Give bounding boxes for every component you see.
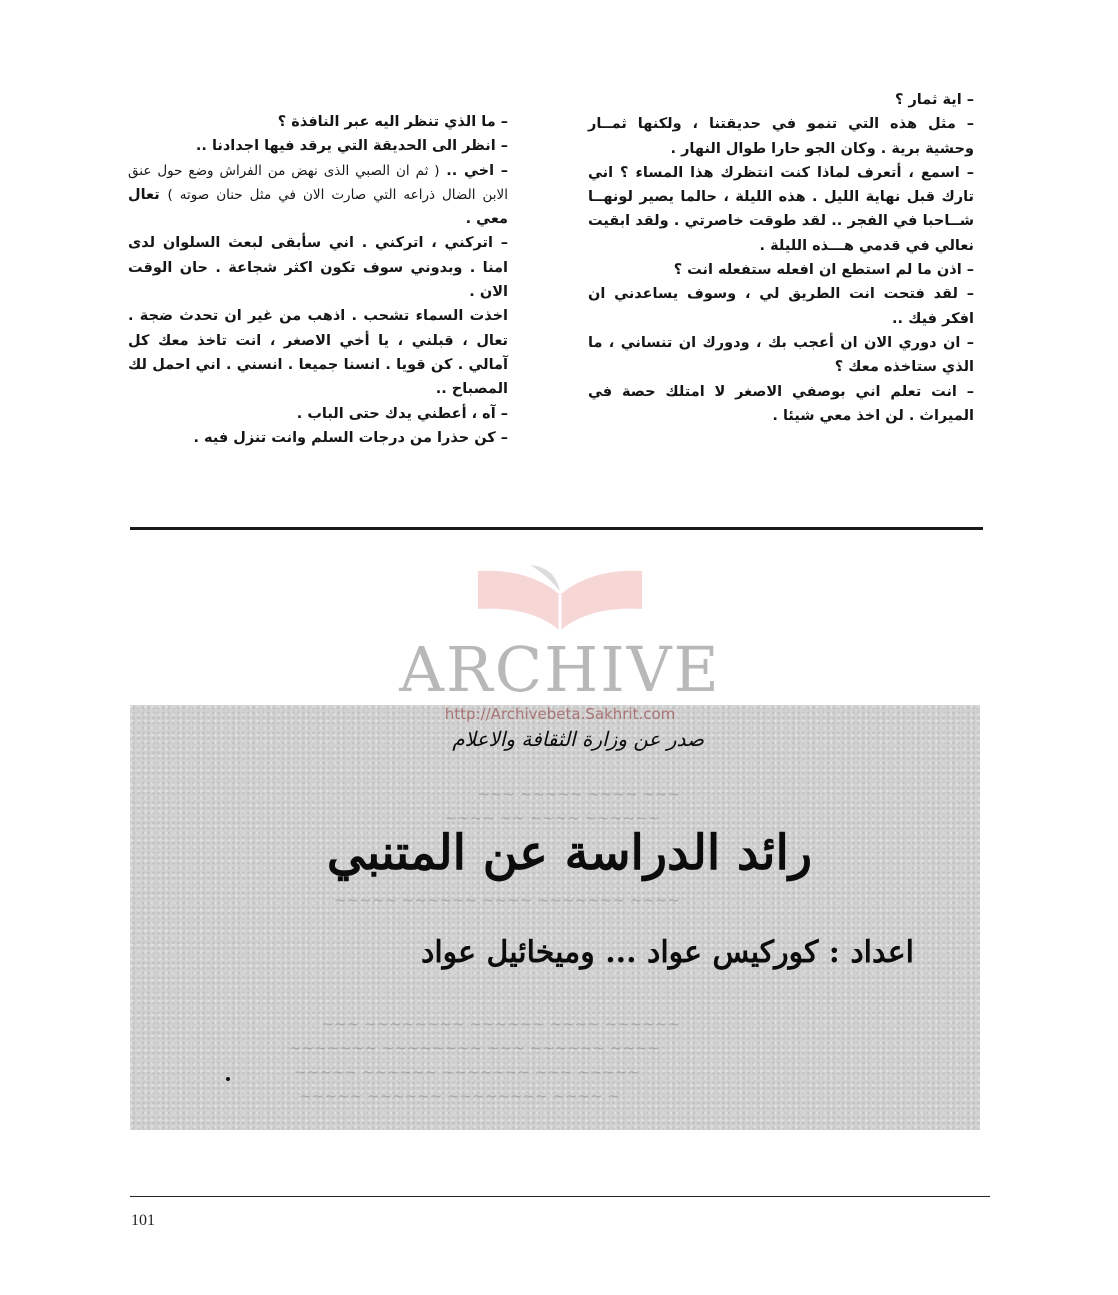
stage-direction: ( ثم ان الصبي الذى نهض من الفراش وضع حول عنق الابن الضال ذراعه التي صارت الان في مثل حنان صوته ) xyxy=(128,162,508,203)
bleed-through-text: ~~~~ ~~~~~~~ ~~~~ ~~~~~~ ~~~~~ xyxy=(334,891,680,909)
dialogue-line: – اتركني ، اتركني . اني سأبقى لبعث السلوان لدى امنا . وبدوني سوف تكون اكثر شجاعة . حان الوقت الان . xyxy=(128,231,508,304)
dialogue-line: – آه ، أعطني يدك حتى الباب . xyxy=(128,402,508,426)
section-divider xyxy=(130,527,983,530)
article-column-right xyxy=(588,88,974,428)
book-advertisement xyxy=(130,705,980,1130)
narration-line: اخذت السماء تشحب . اذهب من غير ان تحدث ضجة . تعال ، قبلني ، يا أخي الاصغر ، انت تاخذ معك كل آمالي . كن قويا . انسنا جميعا . انسني . اني احمل لك المصباح .. xyxy=(128,308,508,398)
watermark-name: ARCHIVE xyxy=(399,633,721,706)
bleed-through-text: ~~~~~~ ~~~~ ~~ ~~~~ xyxy=(444,809,660,827)
book-authors: اعداد : كوركيس عواد ... وميخائيل عواد xyxy=(420,935,914,970)
page-number: 101 xyxy=(131,1212,155,1229)
ink-dot xyxy=(226,1077,230,1081)
dialogue-line: – اذن ما لم استطع ان افعله ستفعله انت ؟ xyxy=(588,258,974,282)
dialogue-line: – لقد فتحت انت الطريق لي ، وسوف يساعدني ان افكر فيك .. xyxy=(588,282,974,331)
dialogue-line: – ما الذي تنظر اليه عبر النافذة ؟ xyxy=(128,110,508,134)
dialogue-line: – اسمع ، أتعرف لماذا كنت انتظرك هذا المساء ؟ اني تارك قبل نهاية الليل . هذه الليلة ، حالما يصير لونهــا شــاحبا في الفجر .. لقد طوقت خاصرتي . ولقد ابقيت نعالي في قدمي هـــذه الليلة . xyxy=(588,161,974,258)
open-book-icon xyxy=(470,561,650,641)
bleed-through-text: ~~~ ~~~~ ~~~~~ ~~~ xyxy=(477,785,680,803)
bleed-through-text: ~~~~~ ~~~ ~~~~~~~ ~~~~~~ ~~~~~ xyxy=(294,1063,640,1081)
article-column-left xyxy=(128,110,508,450)
bleed-through-text: ~~~~ ~~~~~~ ~~~ ~~~~~~~~ ~~~~~~~ xyxy=(289,1039,660,1057)
publisher-line: صدر عن وزارة الثقافة والاعلام xyxy=(452,727,704,751)
dialogue-line: – اية ثمار ؟ xyxy=(588,88,974,112)
dialogue-line: – كن حذرا من درجات السلم وانت تنزل فيه . xyxy=(128,426,508,450)
dialogue-end: تعال معي . xyxy=(128,186,508,228)
dialogue-line: – ان دوري الان ان أعجب بك ، ودورك ان تنساني ، ما الذي ستاخذه معك ؟ xyxy=(588,331,974,380)
speaker-text: اخي .. xyxy=(446,162,495,179)
footer-divider xyxy=(130,1196,990,1197)
dialogue-line xyxy=(128,159,508,232)
bleed-through-text: ~ ~~~~ ~~~~~~~~ ~~~~~~ ~~~~~ xyxy=(299,1087,620,1105)
dialogue-line: – انظر الى الحديقة التي يرقد فيها اجدادنا .. xyxy=(128,134,508,158)
dialogue-line: – مثل هذه التي تنمو في حديقتنا ، ولكنها ثمــار وحشية برية . وكان الجو حارا طوال النهار . xyxy=(588,112,974,161)
book-title: رائد الدراسة عن المتنبي xyxy=(326,825,812,881)
dialogue-line: – انت تعلم اني بوصفي الاصغر لا امتلك حصة في الميراث . لن اخذ معي شيئا . xyxy=(588,380,974,429)
archive-watermark xyxy=(380,555,740,725)
watermark-url: http://Archivebeta.Sakhrit.com xyxy=(444,705,676,723)
bleed-through-text: ~~~~~~ ~~~~ ~~~~~~ ~~~~~~~~ ~~~ xyxy=(321,1015,680,1033)
